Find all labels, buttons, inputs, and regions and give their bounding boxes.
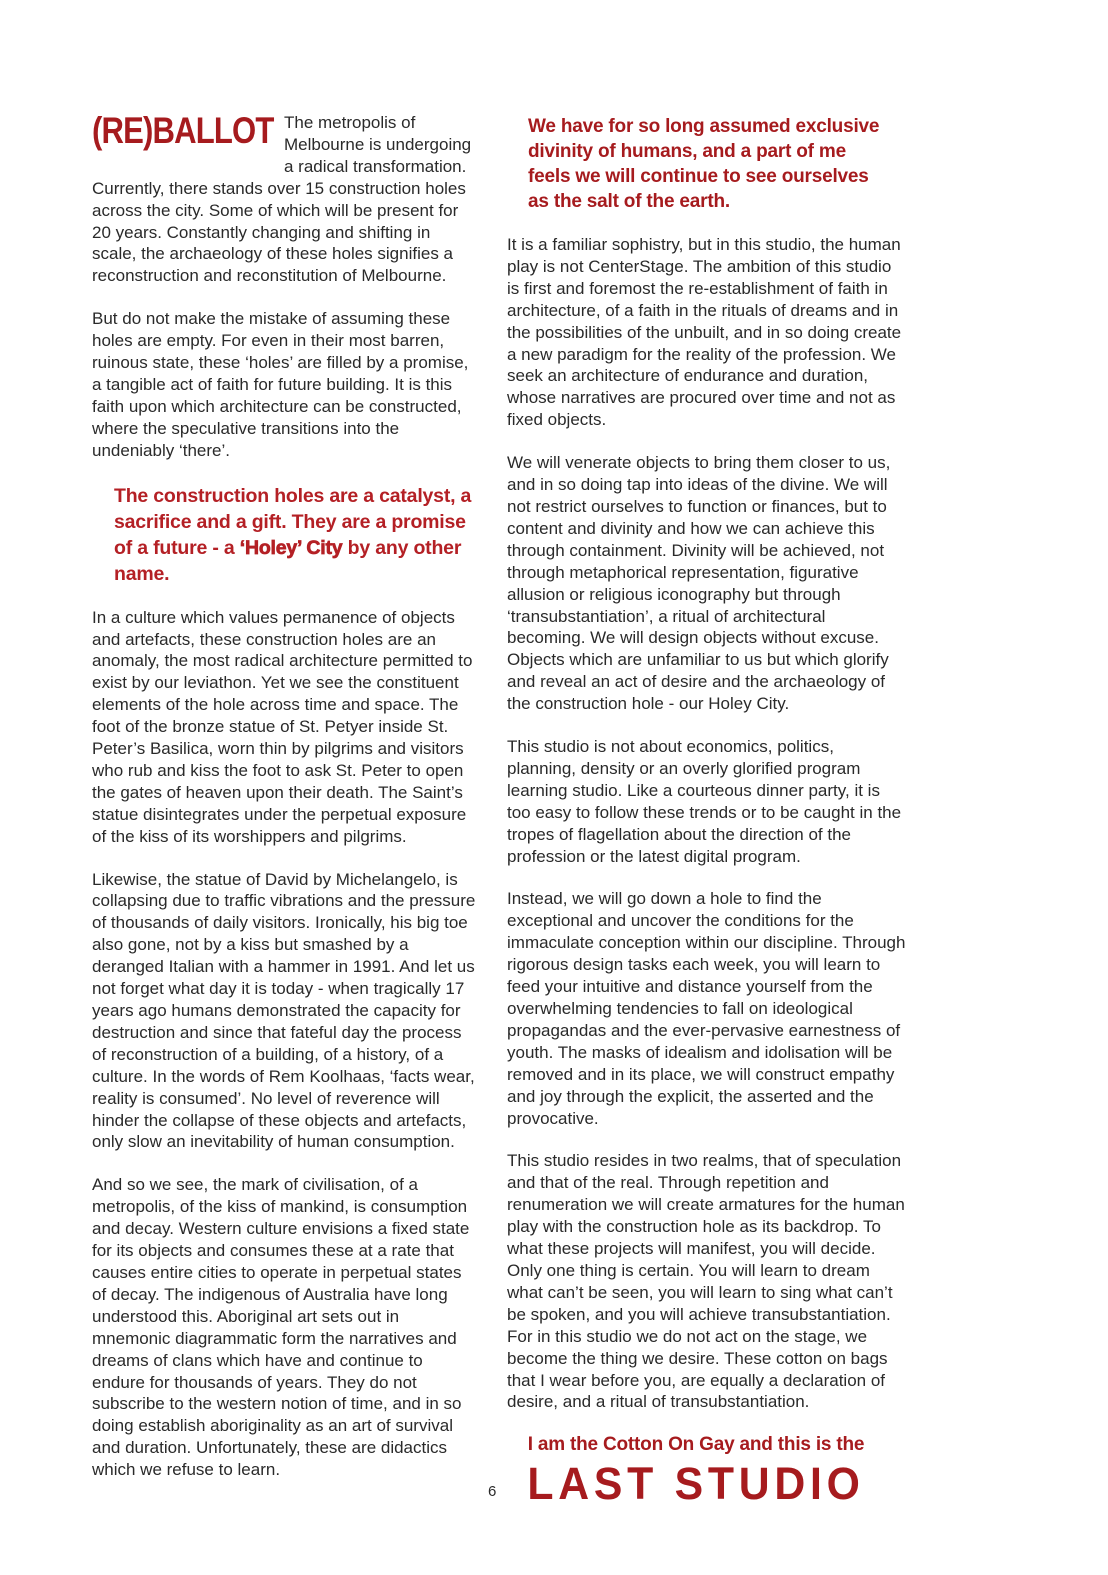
pull-quote-text-end: by any other name. bbox=[114, 536, 462, 585]
page-number: 6 bbox=[488, 1483, 497, 1500]
page-title bbox=[92, 112, 284, 176]
pull-quote-emphasis: ‘Holey’ City bbox=[239, 536, 343, 559]
paragraph-down-a-hole: Instead, we will go down a hole to find the exceptional and uncover the conditions for the immaculate conception within our discipline. Through rigorous design tasks each week, you will learn to feed your intuitive and distance yourself from the overwhelming tendencies to fall on ideological propagandas and the ever-pervasive earnestness of youth. The masks of idealism and idolisation will be removed and in its place, we will construct empathy and joy through the explicit, the asserted and the provocative. bbox=[507, 889, 906, 1128]
paragraph-statue-david: Likewise, the statue of David by Michelangelo, is collapsing due to traffic vibrations and the pressure of thousands of daily visitors. Ironically, his big toe also gone, not by a kiss but smashed by a deranged Italian with a hammer in 1991. And let us not forget what day it is today - when tragically 17 years ago humans demonstrated the capacity for destruction and since that fateful day the process of reconstruction of a building, of a history, of a culture. In the words of Rem Koolhaas, ‘facts wear, reality is consumed’. No level of reverence will hinder the collapse of these objects and artefacts, only slow an inevitability of human consumption. bbox=[92, 869, 476, 1152]
paragraph-not-economics: This studio is not about economics, politics, planning, density or an overly glorified program learning studio. Like a courteous dinner party, it is too easy to follow these trends or to be caught in the tropes of flagellation about the direction of the profession or the latest digital program. bbox=[507, 737, 902, 866]
paragraph-holes-promise: But do not make the mistake of assuming these holes are empty. For even in their most barren, ruinous state, these ‘holes’ are filled by a promise, a tangible act of faith for future building. It is this faith upon which architecture can be constructed, where the speculative transitions into the undeniably ‘there’. bbox=[92, 309, 469, 460]
left-column bbox=[92, 112, 478, 1502]
paragraph-familiar-sophistry: It is a familiar sophistry, but in this studio, the human play is not CenterStage. The ambition of this studio is first and foremost the re-establishment of faith in architecture, of a faith in the rituals of dreams and in the possibilities of the unbuilt, and in so doing create a new paradigm for the reality of the profession. We seek an architecture of endurance and duration, whose narratives are procured over time and not as fixed objects. bbox=[507, 235, 902, 430]
closing-block bbox=[507, 1434, 885, 1509]
pull-quote bbox=[92, 483, 486, 587]
closing-line: I am the Cotton On Gay and this is the bbox=[527, 1434, 865, 1456]
intro-paragraph-text: The metropolis of Melbourne is undergoing a radical transformation. Currently, there stands over 15 construction holes across the city. Some of which will be present for 20 years. Constantly changing and shifting in scale, the archaeology of these holes signifies a reconstruction and reconstitution of Melbourne. bbox=[92, 113, 472, 286]
paragraph-two-realms: This studio resides in two realms, that of speculation and that of the real. Through repetition and renumeration we will create armatures for the human play with the construction hole as its backdrop. To what these projects will manifest, you will decide. Only one thing is certain. You will learn to dream what can’t be seen, you will learn to sing what can’t be spoken, and you will achieve transubstantiation. For in this studio we do not act on the stage, we become the thing we desire. These cotton on bags that I wear before you, are equally a declaration of desire, and a ritual of transubstantiation. bbox=[507, 1151, 905, 1412]
paragraph-culture-permanence: In a culture which values permanence of objects and artefacts, these construction holes are an anomaly, the most radical architecture permitted to exist by our leviathon. Yet we see the constituent elements of the hole across time and space. The foot of the bronze statue of St. Petyer inside St. Peter’s Basilica, worn thin by pilgrims and visitors who rub and kiss the foot to ask St. Peter to open the gates of heaven upon their death. The Saint’s statue disintegrates under the perpetual exposure of the kiss of its worshippers and pilgrims. bbox=[92, 607, 473, 846]
pull-quote-text: The construction holes are a catalyst, a sacrifice and a gift. They are a promise of a future - a bbox=[114, 484, 472, 559]
right-column bbox=[507, 114, 907, 1509]
section-heading: We have for so long assumed exclusive divinity of humans, and a part of me feels we will continue to see ourselves as the salt of the earth. bbox=[528, 116, 880, 212]
page-title-text: (RE)BALLOT bbox=[92, 110, 274, 151]
closing-title: LAST STUDIO bbox=[527, 1458, 865, 1510]
intro-paragraph bbox=[92, 112, 478, 287]
paragraph-venerate-objects: We will venerate objects to bring them closer to us, and in so doing tap into ideas of the divine. We will not restrict ourselves to function or finances, but to content and divinity and how we can achieve this through containment. Divinity will be achieved, not through metaphorical representation, figurative allusion or religious iconography but through ‘transubstantiation’, a ritual of architectural becoming. We will design objects without excuse. Objects which are unfamiliar to us but which glorify and reveal an act of desire and the archaeology of the construction hole - our Holey City. bbox=[507, 453, 891, 714]
paragraph-civilisation-decay: And so we see, the mark of civilisation, of a metropolis, of the kiss of mankind, is consumption and decay. Western culture envisions a fixed state for its objects and consumes these at a rate that causes entire cities to operate in perpetual states of decay. The indigenous of Australia have long understood this. Aboriginal art sets out in mnemonic diagrammatic form the narratives and dreams of clans which have and continue to endure for thousands of years. They do not subscribe to the western notion of time, and in so doing establish aboriginality as an art of survival and duration. Unfortunately, these are didactics which we refuse to learn. bbox=[92, 1175, 470, 1480]
